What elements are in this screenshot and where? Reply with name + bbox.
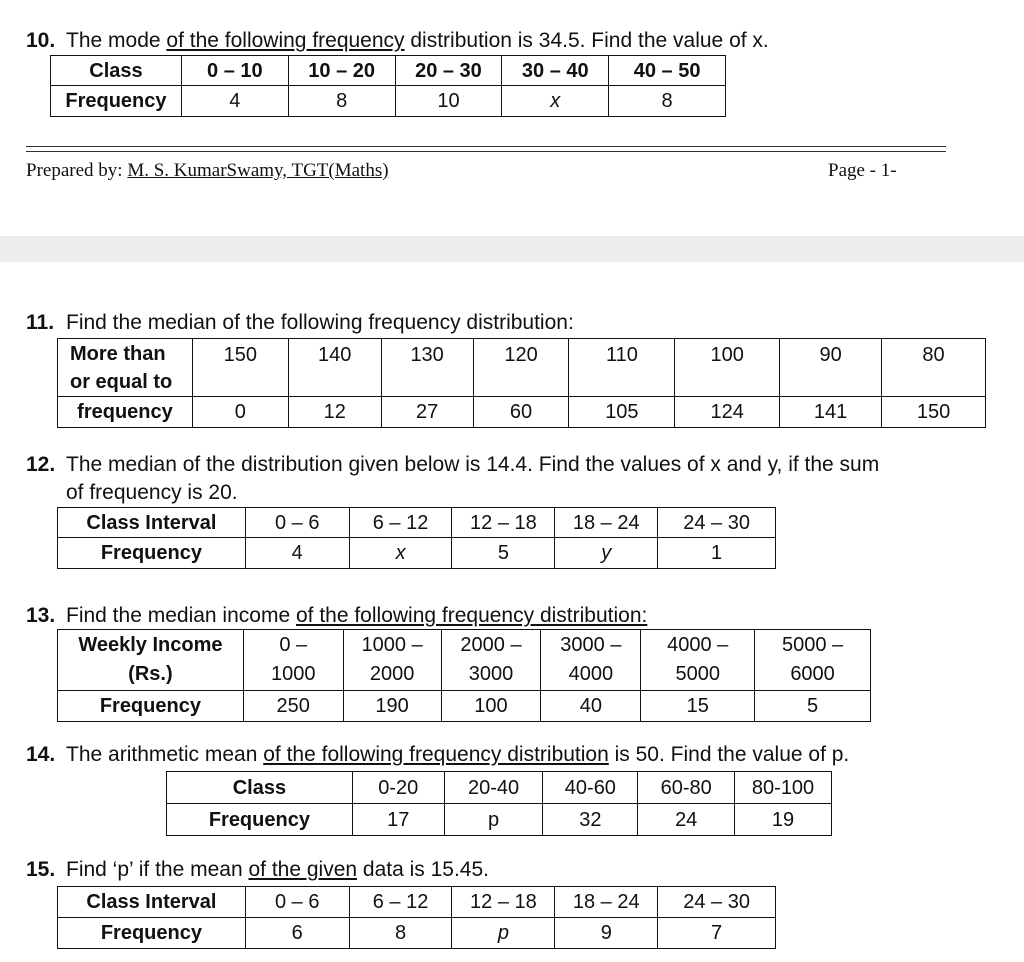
table-cell: 60-80 bbox=[638, 772, 735, 804]
header-line: Weekly Income bbox=[78, 634, 223, 656]
table-row bbox=[58, 887, 776, 918]
question-number: 13. bbox=[26, 604, 56, 627]
table-cell: 12 – 18 bbox=[452, 508, 555, 538]
table-cell: x bbox=[502, 86, 609, 117]
table-cell-header: 40 – 50 bbox=[609, 56, 726, 86]
table-cell: 0 bbox=[192, 397, 288, 428]
question-13 bbox=[26, 604, 647, 628]
question-text: data is 15.45. bbox=[357, 858, 490, 881]
table-cell: 90 bbox=[780, 339, 882, 397]
table-cell bbox=[541, 630, 641, 691]
table-cell bbox=[441, 630, 541, 691]
table-cell: p bbox=[452, 918, 555, 949]
table-cell: 141 bbox=[780, 397, 882, 428]
table-row bbox=[51, 86, 726, 117]
table-cell: 120 bbox=[473, 339, 569, 397]
table-cell: 150 bbox=[192, 339, 288, 397]
question-text-underlined: of the following frequency distribution bbox=[263, 743, 609, 766]
table-cell: 110 bbox=[569, 339, 675, 397]
table-row bbox=[58, 630, 871, 691]
table-cell-header bbox=[58, 630, 244, 691]
table-cell: 18 – 24 bbox=[555, 508, 658, 538]
table-cell: 100 bbox=[441, 691, 541, 722]
question-text-underlined: of the given bbox=[248, 858, 358, 881]
table-cell: 6 bbox=[245, 918, 349, 949]
table-cell: 1 bbox=[658, 538, 776, 569]
table-cell: 60 bbox=[473, 397, 569, 428]
table-cell bbox=[641, 630, 755, 691]
question-number: 12. bbox=[26, 453, 56, 476]
table-cell: 130 bbox=[381, 339, 473, 397]
page-break bbox=[0, 236, 1024, 262]
table-cell-header: Class bbox=[167, 772, 353, 804]
page-number: Page - 1- bbox=[828, 160, 897, 181]
table-cell: x bbox=[349, 538, 452, 569]
cell-line: 2000 – bbox=[460, 634, 522, 656]
header-line: or equal to bbox=[70, 370, 173, 393]
q15-table bbox=[57, 886, 776, 949]
table-row bbox=[167, 804, 832, 836]
table-cell-header: 20 – 30 bbox=[395, 56, 502, 86]
question-11 bbox=[26, 311, 574, 335]
question-15 bbox=[26, 858, 489, 882]
table-cell: 6 – 12 bbox=[349, 887, 452, 918]
table-cell: p bbox=[444, 804, 543, 836]
question-text: of frequency is 20. bbox=[66, 481, 238, 504]
table-cell: 100 bbox=[675, 339, 780, 397]
question-text: is 50. Find the value of p. bbox=[608, 743, 850, 766]
table-row bbox=[167, 772, 832, 804]
question-12 bbox=[26, 453, 879, 477]
table-cell: 19 bbox=[735, 804, 832, 836]
table-cell: y bbox=[555, 538, 658, 569]
table-cell: 17 bbox=[352, 804, 444, 836]
cell-line: 6000 bbox=[790, 663, 835, 685]
table-cell: 4 bbox=[245, 538, 349, 569]
footer-author: M. S. KumarSwamy, TGT(Maths) bbox=[127, 160, 389, 181]
table-cell-header: 10 – 20 bbox=[288, 56, 395, 86]
table-cell: 20-40 bbox=[444, 772, 543, 804]
q13-table bbox=[57, 629, 871, 722]
cell-line: 4000 bbox=[568, 663, 614, 685]
table-cell-header bbox=[58, 339, 193, 397]
table-cell: 15 bbox=[641, 691, 755, 722]
table-cell: 80-100 bbox=[735, 772, 832, 804]
table-cell-header: Frequency bbox=[58, 918, 246, 949]
table-cell: 18 – 24 bbox=[555, 887, 658, 918]
table-cell: 0 – 6 bbox=[245, 508, 349, 538]
table-cell: 0 – 6 bbox=[245, 887, 349, 918]
table-cell: 124 bbox=[675, 397, 780, 428]
table-cell-header: Class Interval bbox=[58, 508, 246, 538]
question-text: distribution is 34.5. Find the value of x. bbox=[404, 29, 769, 52]
question-text-underlined: of the following frequency bbox=[166, 29, 405, 52]
table-row bbox=[58, 397, 986, 428]
q10-table bbox=[50, 55, 726, 117]
footer-prepared-by bbox=[26, 160, 389, 182]
question-text-underlined: of the following frequency distribution: bbox=[295, 604, 648, 627]
table-cell: 24 bbox=[638, 804, 735, 836]
question-text: Find the median income bbox=[66, 604, 296, 627]
table-row bbox=[58, 691, 871, 722]
table-row bbox=[51, 56, 726, 86]
table-cell bbox=[243, 630, 343, 691]
table-cell: 12 – 18 bbox=[452, 887, 555, 918]
table-cell: 24 – 30 bbox=[658, 508, 776, 538]
table-cell-header: Class Interval bbox=[58, 887, 246, 918]
table-cell: 105 bbox=[569, 397, 675, 428]
table-cell-header: Frequency bbox=[58, 691, 244, 722]
table-cell bbox=[755, 630, 871, 691]
table-cell: 5 bbox=[755, 691, 871, 722]
cell-line: 5000 bbox=[675, 663, 720, 685]
footer-rule bbox=[26, 151, 946, 152]
table-cell: 0-20 bbox=[352, 772, 444, 804]
table-cell-header: frequency bbox=[58, 397, 193, 428]
table-cell-header: 0 – 10 bbox=[181, 56, 288, 86]
table-cell: 250 bbox=[243, 691, 343, 722]
cell-line: 2000 bbox=[369, 663, 415, 685]
table-cell: 10 bbox=[395, 86, 502, 117]
question-12-continued bbox=[66, 481, 238, 505]
table-row bbox=[58, 918, 776, 949]
cell-line: 3000 bbox=[468, 663, 514, 685]
cell-line: 1000 bbox=[270, 663, 316, 685]
table-cell: 8 bbox=[609, 86, 726, 117]
question-text: The median of the distribution given below is 14.4. Find the values of x and y, if the sum bbox=[66, 453, 880, 476]
table-cell: 24 – 30 bbox=[658, 887, 776, 918]
table-row bbox=[58, 508, 776, 538]
table-cell: 4 bbox=[181, 86, 288, 117]
question-number: 11. bbox=[26, 311, 55, 334]
table-cell: 190 bbox=[343, 691, 441, 722]
cell-line: 3000 – bbox=[560, 634, 622, 656]
table-cell-header: Frequency bbox=[51, 86, 182, 117]
table-row bbox=[58, 339, 986, 397]
table-cell: 150 bbox=[882, 397, 986, 428]
table-cell-header: Frequency bbox=[167, 804, 353, 836]
question-14 bbox=[26, 743, 849, 767]
table-cell: 40-60 bbox=[543, 772, 638, 804]
header-line: (Rs.) bbox=[128, 663, 173, 685]
question-number: 15. bbox=[26, 858, 56, 881]
question-number: 14. bbox=[26, 743, 56, 766]
footer-label: Prepared by: bbox=[26, 160, 128, 181]
cell-line: 0 – bbox=[279, 634, 308, 656]
cell-line: 1000 – bbox=[361, 634, 423, 656]
table-cell: 5 bbox=[452, 538, 555, 569]
table-cell: 40 bbox=[541, 691, 641, 722]
question-text: The arithmetic mean bbox=[66, 743, 264, 766]
table-row bbox=[58, 538, 776, 569]
cell-line: 5000 – bbox=[781, 634, 844, 656]
footer-rule bbox=[26, 146, 946, 147]
cell-line: 4000 – bbox=[667, 634, 729, 656]
question-10 bbox=[26, 29, 769, 53]
table-cell-header: 30 – 40 bbox=[502, 56, 609, 86]
table-cell: 12 bbox=[288, 397, 381, 428]
table-cell: 6 – 12 bbox=[349, 508, 452, 538]
table-cell: 140 bbox=[288, 339, 381, 397]
question-text: The mode bbox=[66, 29, 167, 52]
question-number: 10. bbox=[26, 29, 56, 52]
table-cell: 7 bbox=[658, 918, 776, 949]
header-line: More than bbox=[70, 342, 166, 365]
table-cell-header: Frequency bbox=[58, 538, 246, 569]
question-text: Find ‘p’ if the mean bbox=[66, 858, 249, 881]
table-cell: 80 bbox=[882, 339, 986, 397]
q11-table bbox=[57, 338, 986, 428]
q14-table bbox=[166, 771, 832, 836]
question-text: Find the median of the following frequency distribution: bbox=[66, 311, 574, 334]
table-cell: 9 bbox=[555, 918, 658, 949]
table-cell: 27 bbox=[381, 397, 473, 428]
table-cell: 32 bbox=[543, 804, 638, 836]
table-cell: 8 bbox=[349, 918, 452, 949]
table-cell bbox=[343, 630, 441, 691]
table-cell: 8 bbox=[288, 86, 395, 117]
table-cell-header: Class bbox=[51, 56, 182, 86]
q12-table bbox=[57, 507, 776, 569]
